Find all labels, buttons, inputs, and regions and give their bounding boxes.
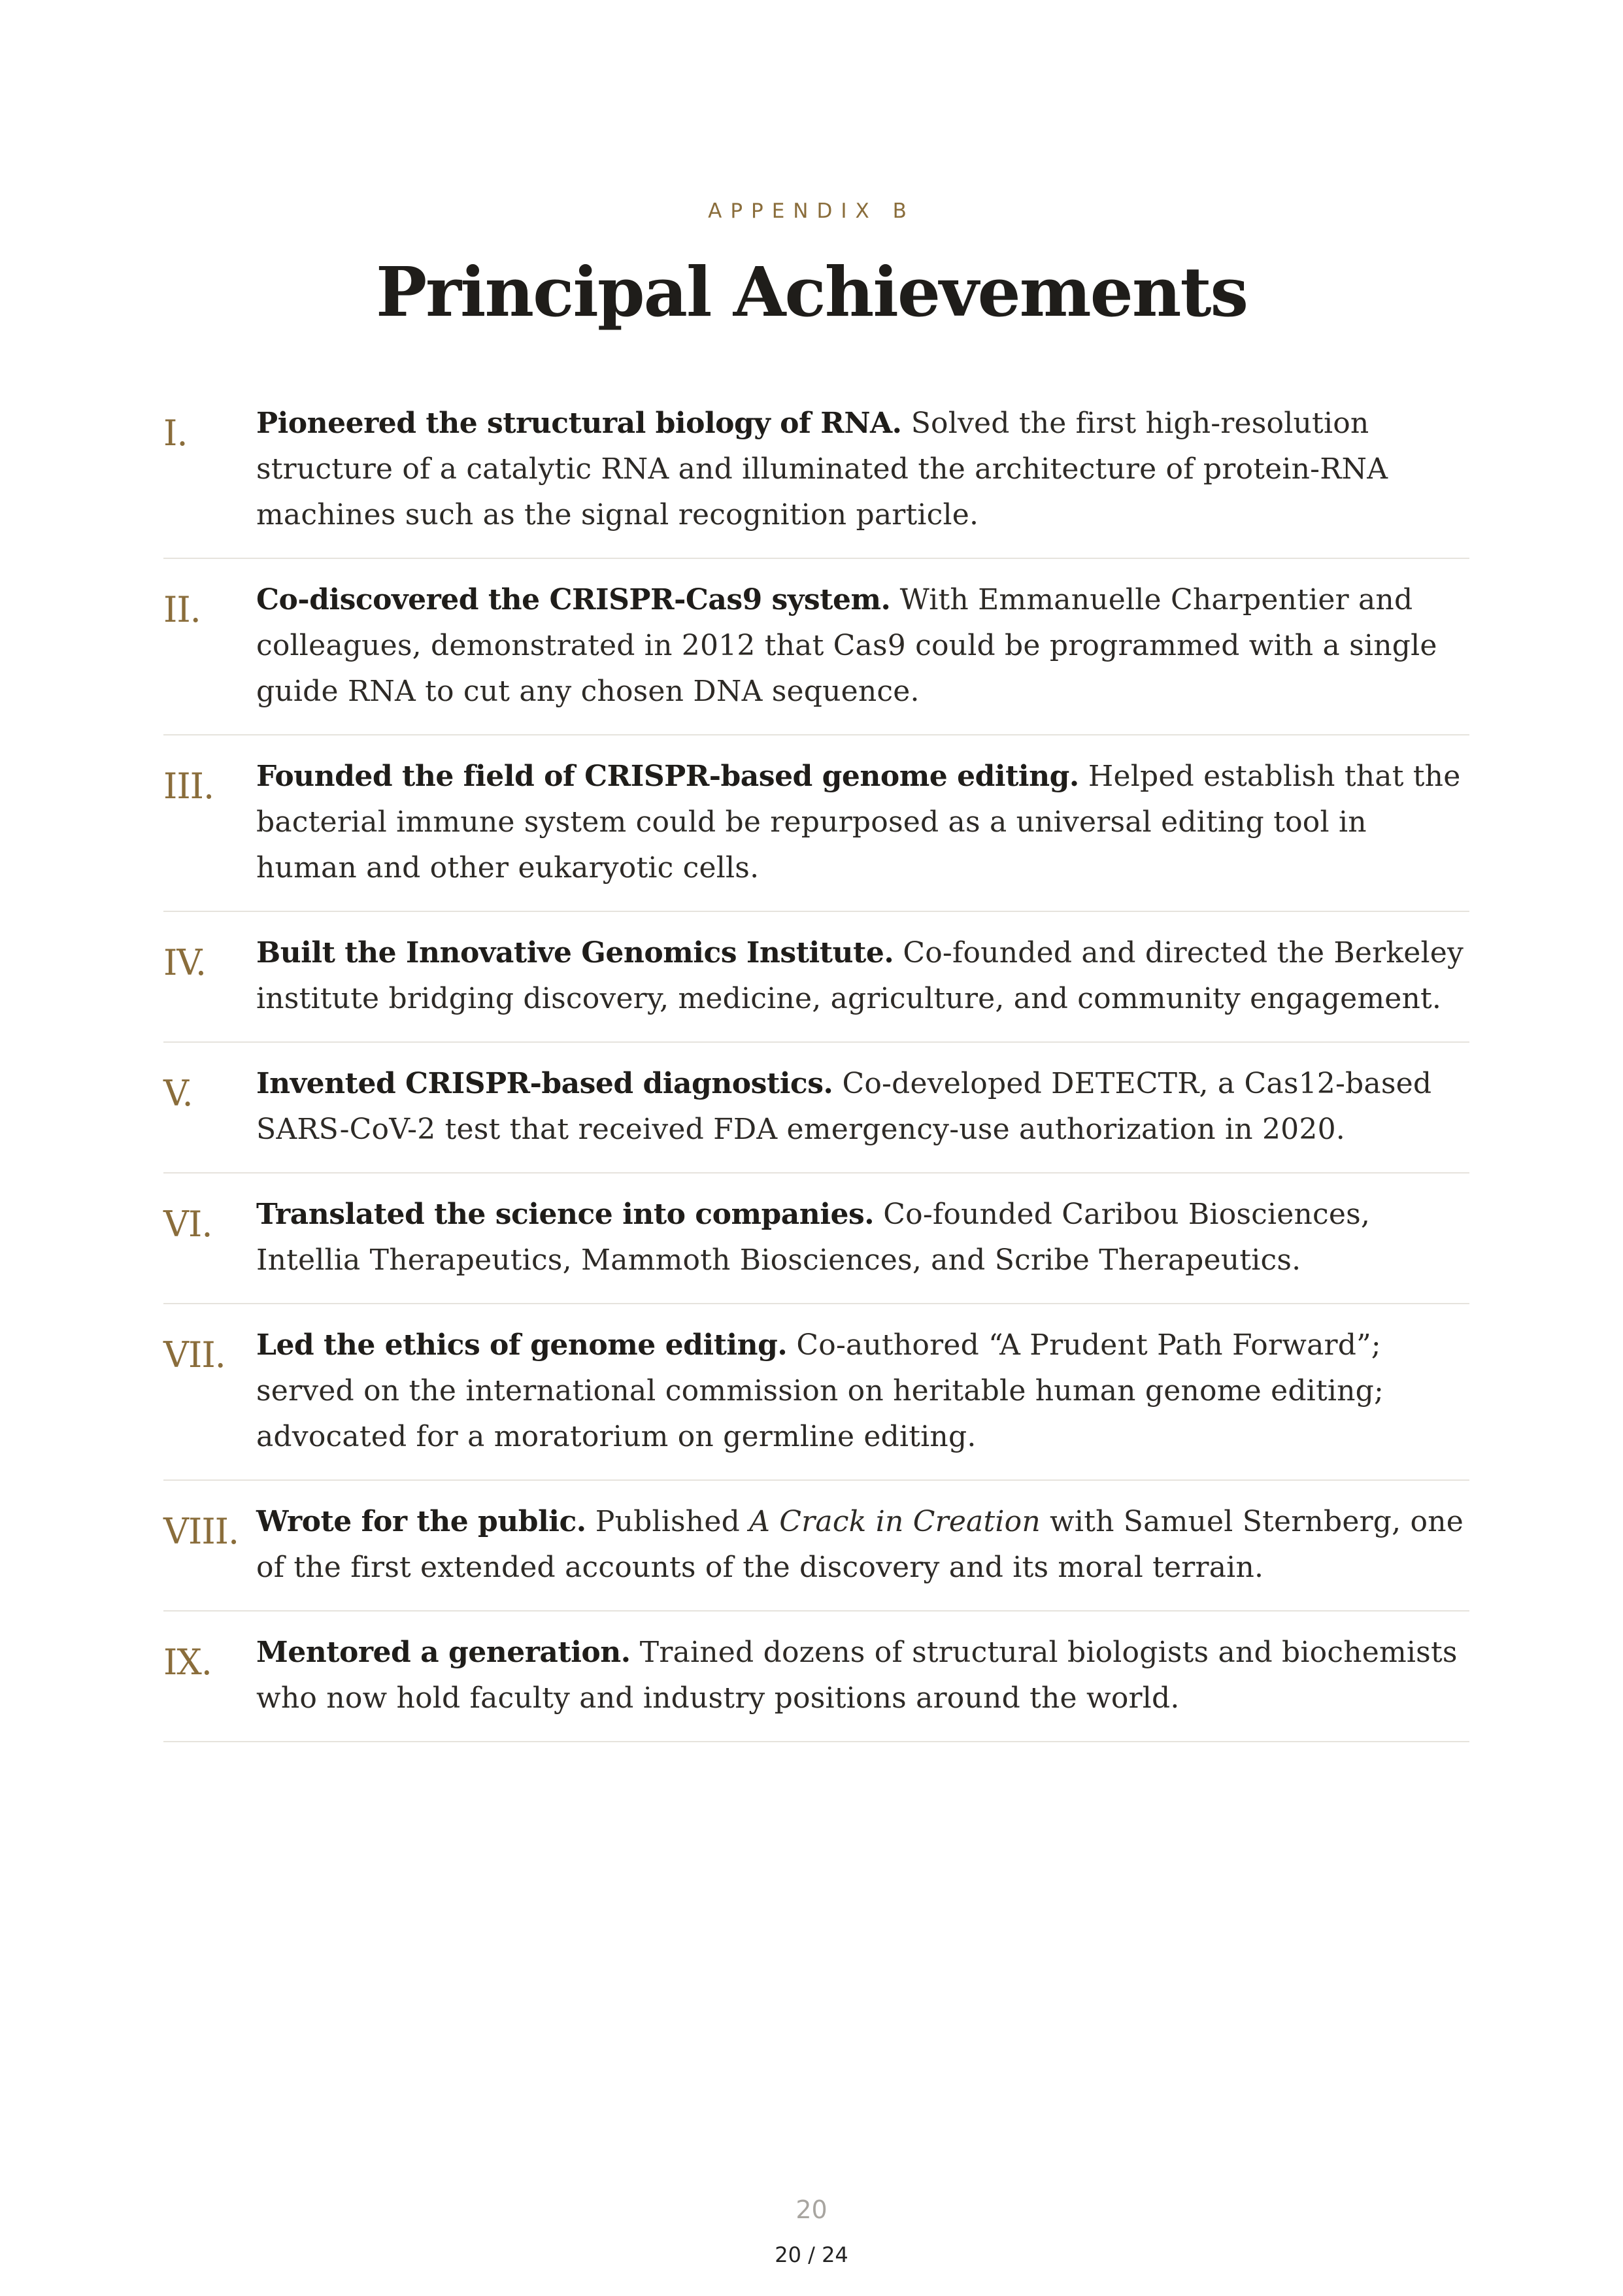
list-item [163, 735, 1469, 912]
list-item [163, 1043, 1469, 1173]
item-heading: Translated the science into companies. [256, 1198, 875, 1231]
item-heading: Wrote for the public. [256, 1505, 586, 1538]
item-numeral: VII. [163, 1334, 226, 1376]
item-numeral: IX. [163, 1642, 212, 1683]
item-heading: Led the ethics of genome editing. [256, 1328, 788, 1362]
item-text [256, 1323, 1469, 1460]
item-numeral: IV. [163, 942, 207, 983]
item-numeral: II. [163, 589, 201, 630]
list-item [163, 559, 1469, 735]
list-item [163, 912, 1469, 1043]
item-text [256, 577, 1469, 715]
item-body: Co-authored “A Prudent Path Forward”; served on the international commission on heritable human genome editing; advocated for a moratorium on germline editing. [256, 1328, 1384, 1453]
item-text [256, 754, 1469, 891]
item-heading: Invented CRISPR-based diagnostics. [256, 1067, 833, 1100]
page-title: Principal Achievements [375, 252, 1248, 332]
item-heading: Mentored a generation. [256, 1636, 631, 1669]
item-body: Solved the first high-resolution structure of a catalytic RNA and illuminated the architecture of protein-RNA machines such as the signal recognition particle. [256, 407, 1388, 532]
achievements-list [163, 382, 1469, 1742]
appendix-label: APPENDIX B [708, 199, 915, 223]
item-numeral: VI. [163, 1204, 212, 1245]
item-heading: Co-discovered the CRISPR-Cas9 system. [256, 583, 891, 616]
item-heading: Pioneered the structural biology of RNA. [256, 407, 902, 440]
page-number: 20 [795, 2195, 828, 2224]
item-heading: Built the Innovative Genomics Institute. [256, 936, 894, 970]
item-body: With Emmanuelle Charpentier and colleagues, demonstrated in 2012 that Cas9 could be programmed with a single guide RNA to cut any chosen DNA sequence. [256, 583, 1437, 708]
item-body: Trained dozens of structural biologists and biochemists who now hold faculty and industry positions around the world. [256, 1636, 1458, 1715]
item-heading: Founded the field of CRISPR-based genome editing. [256, 760, 1079, 793]
item-body: Co-founded Caribou Biosciences, Intellia Therapeutics, Mammoth Biosciences, and Scribe Therapeutics. [256, 1198, 1371, 1277]
list-item [163, 1612, 1469, 1742]
item-body-before: Published [595, 1505, 750, 1538]
list-item [163, 1481, 1469, 1612]
item-text [256, 1499, 1469, 1591]
item-body-after: with Samuel Sternberg, one of the first extended accounts of the discovery and its moral terrain. [256, 1505, 1464, 1584]
item-text [256, 930, 1469, 1022]
list-item [163, 382, 1469, 559]
book-title: A Crack in Creation [749, 1505, 1041, 1538]
item-numeral: III. [163, 766, 214, 807]
item-numeral: V. [163, 1073, 193, 1114]
list-item [163, 1173, 1469, 1304]
list-item [163, 1304, 1469, 1481]
item-body: Co-developed DETECTR, a Cas12-based SARS-CoV-2 test that received FDA emergency-use authorization in 2020. [256, 1067, 1432, 1146]
item-body: Co-founded and directed the Berkeley institute bridging discovery, medicine, agriculture, and community engagement. [256, 936, 1464, 1015]
item-numeral: VIII. [163, 1511, 239, 1552]
item-text [256, 1061, 1469, 1153]
item-text [256, 1192, 1469, 1283]
item-text [256, 401, 1469, 538]
page-indicator: 20 / 24 [775, 2242, 848, 2267]
item-numeral: I. [163, 413, 188, 454]
item-body: Helped establish that the bacterial immune system could be repurposed as a universal editing tool in human and other eukaryotic cells. [256, 760, 1461, 885]
item-text [256, 1630, 1469, 1721]
